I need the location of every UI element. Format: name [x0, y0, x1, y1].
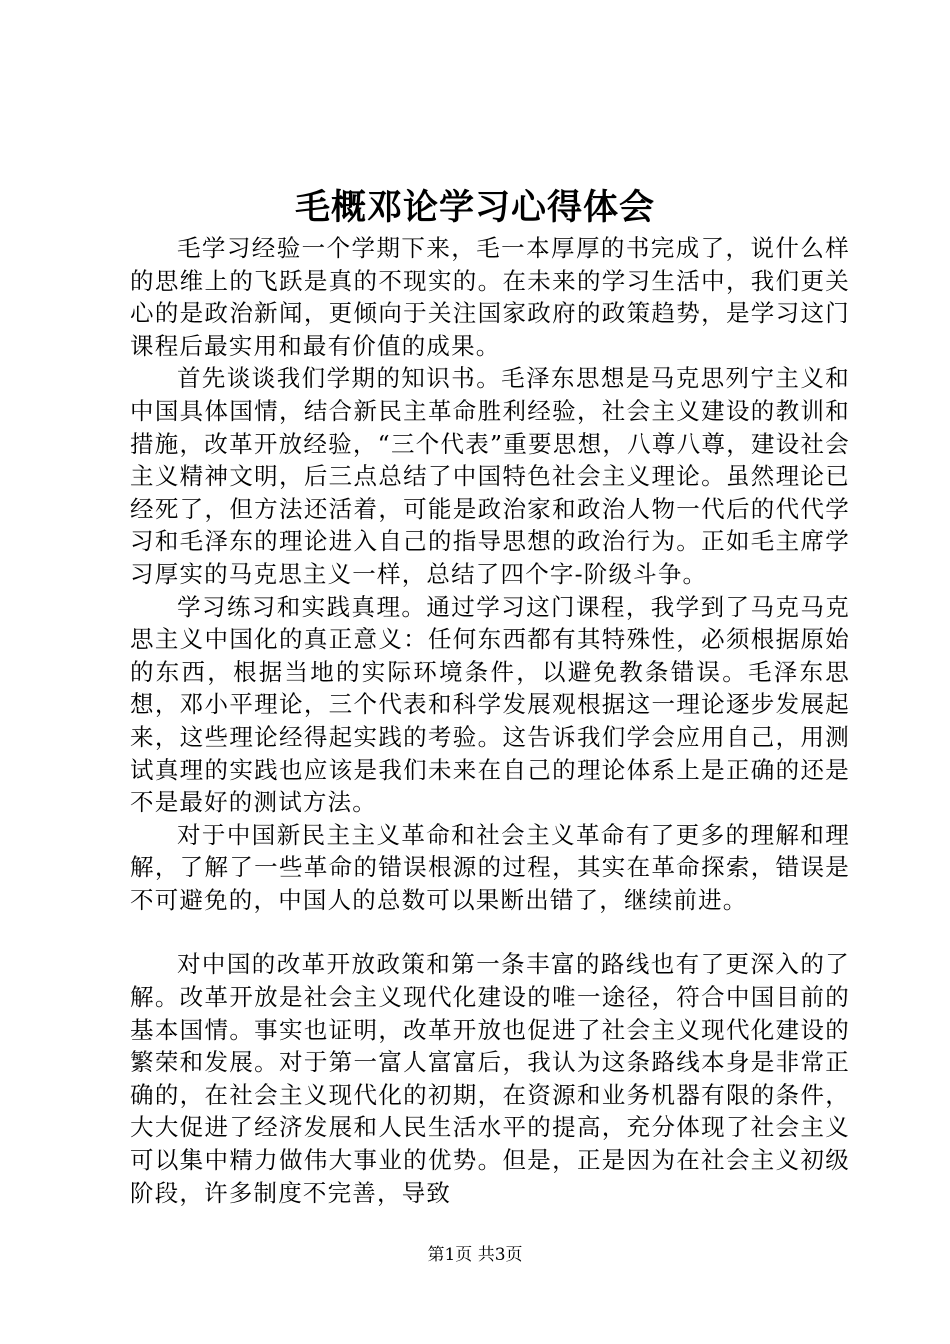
paragraph-2: 首先谈谈我们学期的知识书。毛泽东思想是马克思列宁主义和中国具体国情，结合新民主革命胜利经验，社会主义建设的教训和措施，改革开放经验，“三个代表”重要思想，八尊八尊，建设社会主义精神文明，后三点总结了中国特色社会主义理论。虽然理论已经死了，但方法还活着，可能是政治家和政治人物一代后的代代学习和毛泽东的理论进入自己的指导思想的政治行为。正如毛主席学习厚实的马克思主义一样，总结了四个字-阶级斗争。 [130, 364, 850, 588]
paragraph-1: 毛学习经验一个学期下来，毛一本厚厚的书完成了，说什么样的思维上的飞跃是真的不现实的。在未来的学习生活中，我们更关心的是政治新闻，更倾向于关注国家政府的政策趋势，是学习这门课程后最实用和最有价值的成果。 [130, 234, 850, 360]
document-title: 毛概邓论学习心得体会 [294, 187, 655, 228]
document-body [130, 232, 850, 1209]
paragraph-4: 对于中国新民主主义革命和社会主义革命有了更多的理解和理解，了解了一些革命的错误根源的过程，其实在革命探索，错误是不可避免的，中国人的总数可以果断出错了，继续前进。 [130, 820, 850, 914]
page-footer: 第1页 共3页 [427, 1245, 523, 1265]
paragraph-5: 对中国的改革开放政策和第一条丰富的路线也有了更深入的了解。改革开放是社会主义现代化建设的唯一途径，符合中国目前的基本国情。事实也证明，改革开放也促进了社会主义现代化建设的繁荣和发展。对于第一富人富富后，我认为这条路线本身是非常正确的，在社会主义现代化的初期，在资源和业务机器有限的条件，大大促进了经济发展和人民生活水平的提高，充分体现了社会主义可以集中精力做伟大事业的优势。但是，正是因为在社会主义初级阶段，许多制度不完善，导致 [130, 950, 850, 1207]
paragraph-3: 学习练习和实践真理。通过学习这门课程，我学到了马克马克思主义中国化的真正意义：任何东西都有其特殊性，必须根据原始的东西，根据当地的实际环境条件，以避免教条错误。毛泽东思想，邓小平理论，三个代表和科学发展观根据这一理论逐步发展起来，这些理论经得起实践的考验。这告诉我们学会应用自己，用测试真理的实践也应该是我们未来在自己的理论体系上是正确的还是不是最好的测试方法。 [130, 592, 850, 817]
